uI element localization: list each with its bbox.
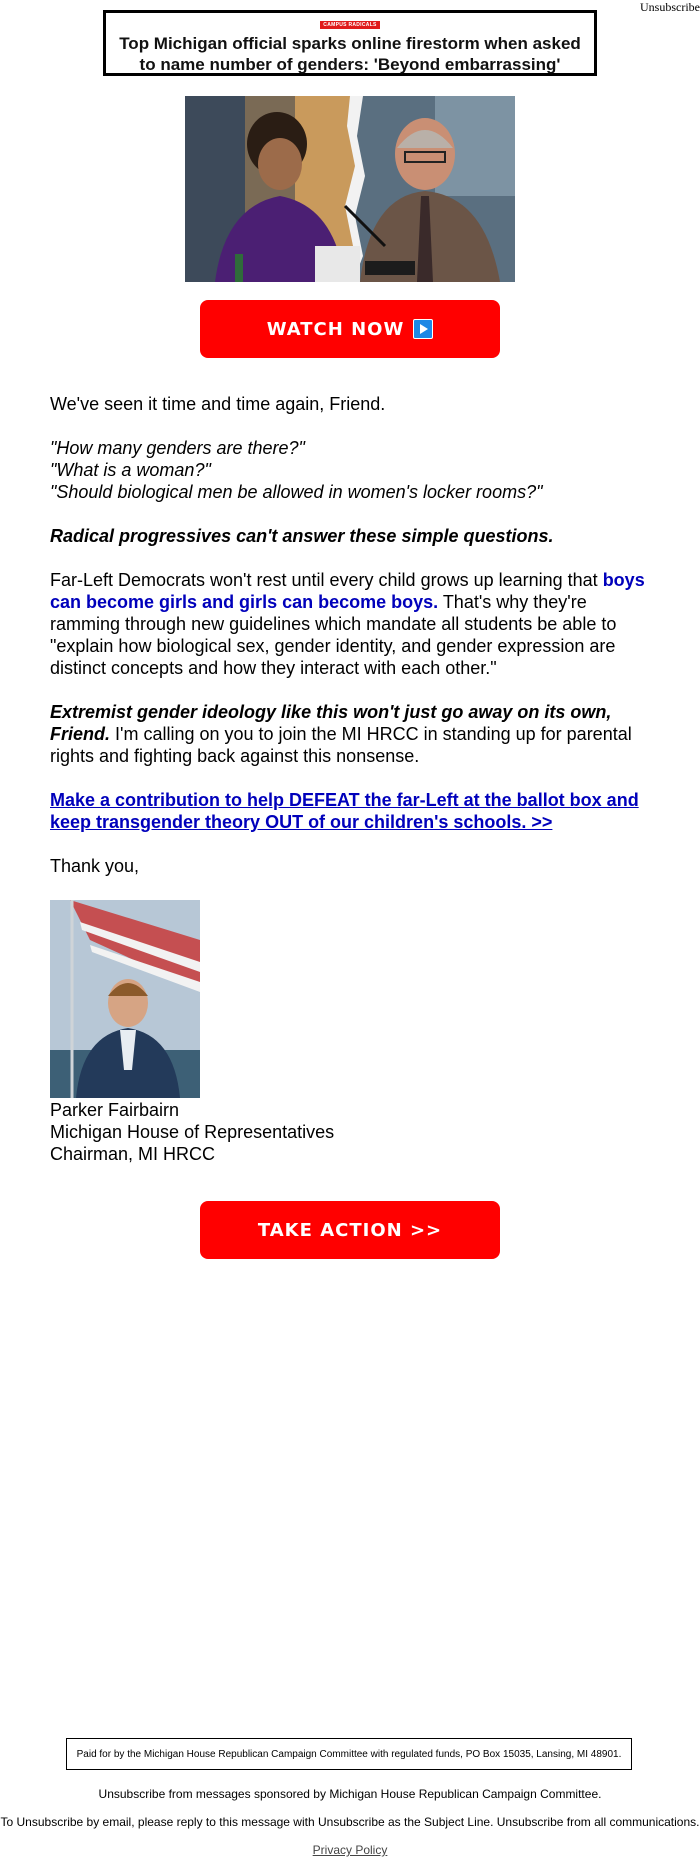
take-action-button[interactable] (200, 1201, 500, 1259)
emphasis-text: Extremist gender ideology like this won't just go away on its own, Friend. (50, 702, 612, 744)
paragraph-1: Far-Left Democrats won't rest until every child grows up learning that boys can become girls and girls can become boys. That's why they're ramming through new guidelines which mandate all students be able to "explain how biological sex, gender identity, and gender expression are distinct concepts and how they interact with each other." (50, 570, 645, 678)
news-photo[interactable] (185, 96, 515, 282)
quote-list (50, 437, 655, 503)
signature-photo (50, 900, 200, 1098)
contribution-paragraph (50, 789, 655, 833)
watch-now-label: WATCH NOW (266, 318, 405, 340)
email-body (50, 393, 655, 877)
sign-off: Thank you, (50, 856, 140, 876)
quote-item: "How many genders are there?" (50, 438, 305, 458)
unsubscribe-email-text[interactable]: To Unsubscribe by email, please reply to this message with Unsubscribe as the Subject Line. Unsubscribe from all communications. (0, 1815, 700, 1829)
signer-office: Michigan House of Representatives (50, 1122, 335, 1142)
privacy-row (0, 1843, 700, 1857)
hearing-photo-illustration (185, 96, 515, 282)
highlighted-text: boys can become girls and girls can become boys. (50, 570, 645, 612)
top-unsubscribe-link[interactable]: Unsubscribe (640, 0, 700, 14)
disclaimer-text: Paid for by the Michigan House Republican Campaign Committee with regulated funds, PO Box 15035, Lansing, MI 48901. (76, 1748, 622, 1760)
signer-name: Parker Fairbairn (50, 1100, 180, 1120)
category-badge: CAMPUS RADICALS (320, 21, 379, 29)
bold-statement: Radical progressives can't answer these simple questions. (50, 526, 554, 546)
quote-item: "What is a woman?" (50, 460, 211, 480)
take-action-label: TAKE ACTION >> (257, 1219, 443, 1241)
greeting-text: We've seen it time and time again, Friend. (50, 394, 386, 414)
contribution-link[interactable]: Make a contribution to help DEFEAT the far-Left at the ballot box and keep transgender theory OUT of our children's schools. >> (50, 790, 639, 832)
signer-title: Chairman, MI HRCC (50, 1144, 216, 1164)
signature-block (50, 1099, 334, 1165)
paid-for-disclaimer (66, 1738, 632, 1770)
paragraph-2: Extremist gender ideology like this won't just go away on its own, Friend. I'm calling on you to join the MI HRCC in standing up for parental rights and fighting back against this nonsense. (50, 702, 632, 766)
headline-banner[interactable] (103, 10, 597, 76)
watch-now-button[interactable] (200, 300, 500, 358)
unsubscribe-sponsored-link[interactable]: Unsubscribe from messages sponsored by Michigan House Republican Campaign Committee. (98, 1787, 602, 1801)
quote-item: "Should biological men be allowed in women's locker rooms?" (50, 482, 543, 502)
play-icon (413, 319, 433, 339)
privacy-policy-link[interactable]: Privacy Policy (312, 1843, 388, 1857)
headline-text: Top Michigan official sparks online firestorm when asked to name number of genders: 'Beyond embarrassing' (119, 34, 581, 74)
portrait-illustration (50, 900, 200, 1098)
